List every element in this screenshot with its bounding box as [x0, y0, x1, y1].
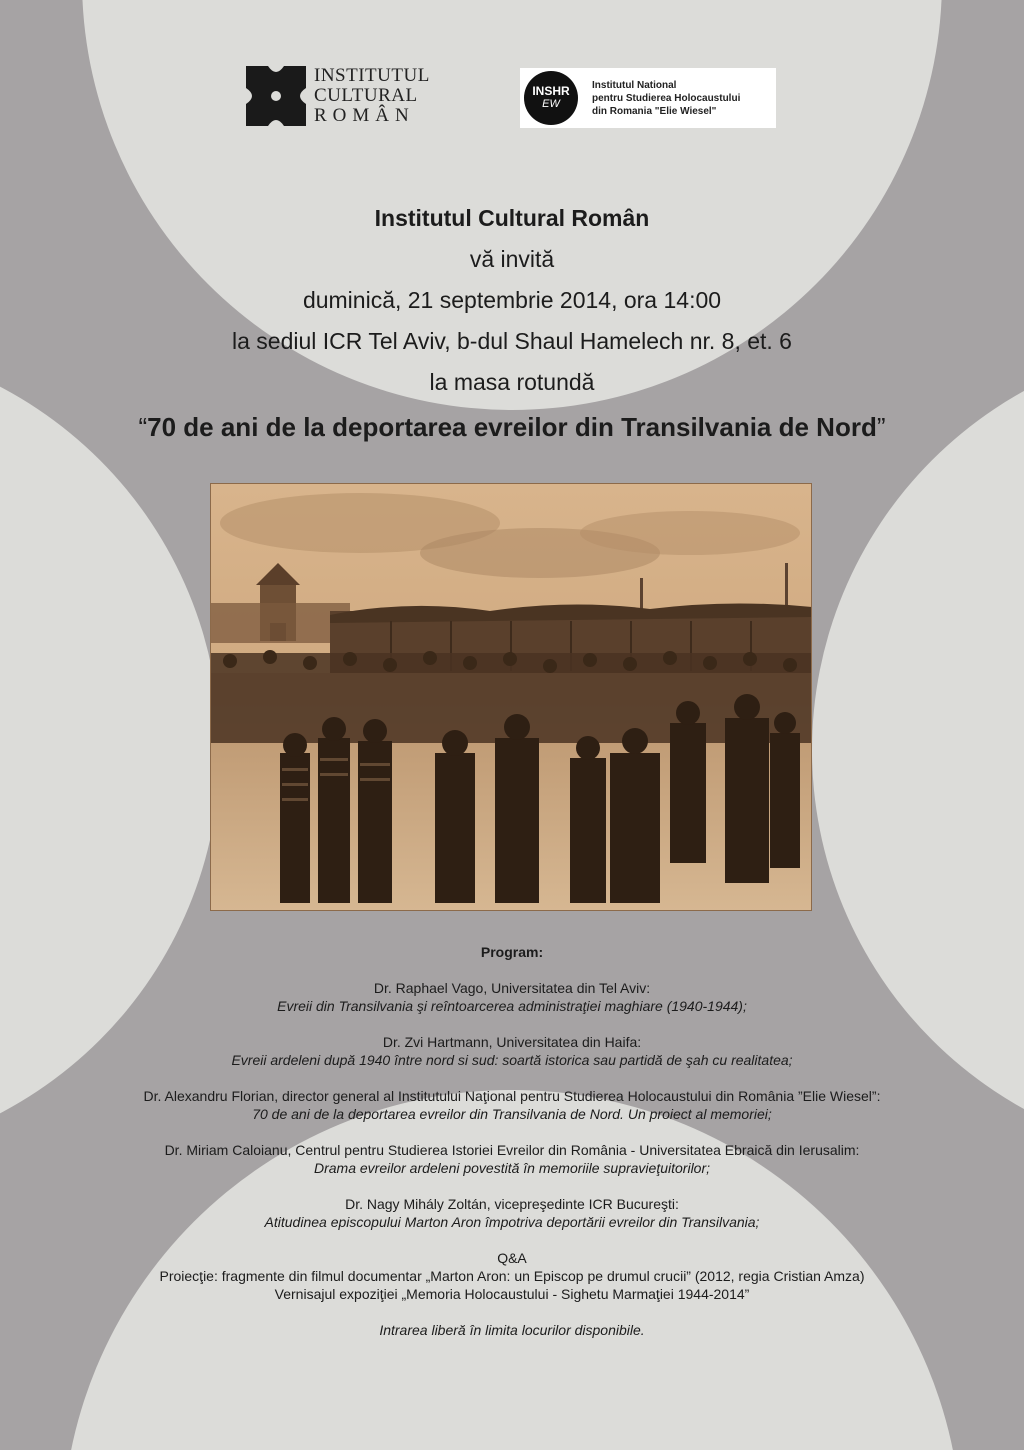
talk-topic: Drama evreilor ardeleni povestită în memoriile supravieţuitorilor;	[313, 1160, 711, 1176]
icr-logo-line2: CULTURAL	[314, 85, 418, 106]
talk-speaker: Dr. Nagy Mihály Zoltán, vicepreşedinte ICR Bucureşti:	[345, 1196, 679, 1212]
historical-photo	[210, 483, 812, 911]
title-open-quote: “	[138, 412, 148, 442]
inshr-line3: din Romania "Elie Wiesel"	[592, 105, 717, 117]
inshr-line1: Institutul National	[592, 79, 677, 91]
event-title-text: 70 de ani de la deportarea evreilor din Transilvania de Nord	[147, 412, 877, 442]
program-extras	[0, 1249, 1024, 1303]
inshr-sub: EW	[542, 98, 560, 110]
icr-logo-line3: ROMÂN	[314, 105, 415, 126]
program-talk	[0, 979, 1024, 1015]
icr-cross-icon	[246, 66, 306, 126]
talk-topic: 70 de ani de la deportarea evreilor din Transilvania de Nord. Un proiect al memoriei;	[252, 1106, 772, 1122]
talk-topic: Evreii din Transilvania şi reîntoarcerea administraţiei maghiare (1940-1944);	[277, 998, 747, 1014]
program-section	[0, 943, 1024, 1339]
talk-speaker: Dr. Zvi Hartmann, Universitatea din Haifa:	[382, 1034, 642, 1050]
talk-topic: Evreii ardeleni după 1940 între nord si sud: soartă istorica sau partidă de şah cu realitatea;	[231, 1052, 793, 1068]
organizer: Institutul Cultural Român	[374, 205, 650, 231]
inshr-logo	[520, 68, 776, 128]
event-title	[0, 403, 1024, 451]
event-type-line: la masa rotundă	[429, 369, 595, 395]
datetime-line: duminică, 21 septembrie 2014, ora 14:00	[302, 287, 722, 313]
program-talk	[0, 1033, 1024, 1069]
talk-speaker: Dr. Raphael Vago, Universitatea din Tel Aviv:	[373, 980, 651, 996]
inshr-abbr: INSHR	[532, 84, 570, 98]
entry-note: Intrarea liberă în limita locurilor disponibile.	[379, 1322, 645, 1338]
invitation-heading	[0, 198, 1024, 451]
program-talk	[0, 1141, 1024, 1177]
inshr-line2: pentru Studierea Holocaustului	[592, 92, 741, 104]
program-talk	[0, 1195, 1024, 1231]
talk-speaker: Dr. Miriam Caloianu, Centrul pentru Studierea Istoriei Evreilor din România - Universitatea Ebraică din Ierusalim:	[164, 1142, 860, 1158]
screening-line: Proiecţie: fragmente din filmul documentar „Marton Aron: un Episcop pe drumul crucii” (2012, regia Cristian Amza)	[159, 1268, 865, 1284]
title-close-quote: ”	[876, 412, 886, 442]
exhibition-line: Vernisajul expoziţiei „Memoria Holocaustului - Sighetu Marmaţiei 1944-2014”	[274, 1286, 750, 1302]
talk-speaker: Dr. Alexandru Florian, director general al Institutului Naţional pentru Studierea Holocaustului din România ”Elie Wiesel”:	[143, 1088, 881, 1104]
icr-logo	[246, 66, 430, 126]
invites-line: vă invită	[469, 246, 555, 272]
venue-line: la sediul ICR Tel Aviv, b-dul Shaul Hamelech nr. 8, et. 6	[232, 328, 792, 354]
program-heading: Program:	[480, 944, 544, 960]
icr-logo-line1: INSTITUTUL	[314, 65, 430, 86]
talk-topic: Atitudinea episcopului Marton Aron împotriva deportării evreilor din Transilvania;	[264, 1214, 760, 1230]
inshr-emblem	[524, 71, 578, 125]
program-talk	[0, 1087, 1024, 1123]
qa-line: Q&A	[497, 1250, 527, 1266]
